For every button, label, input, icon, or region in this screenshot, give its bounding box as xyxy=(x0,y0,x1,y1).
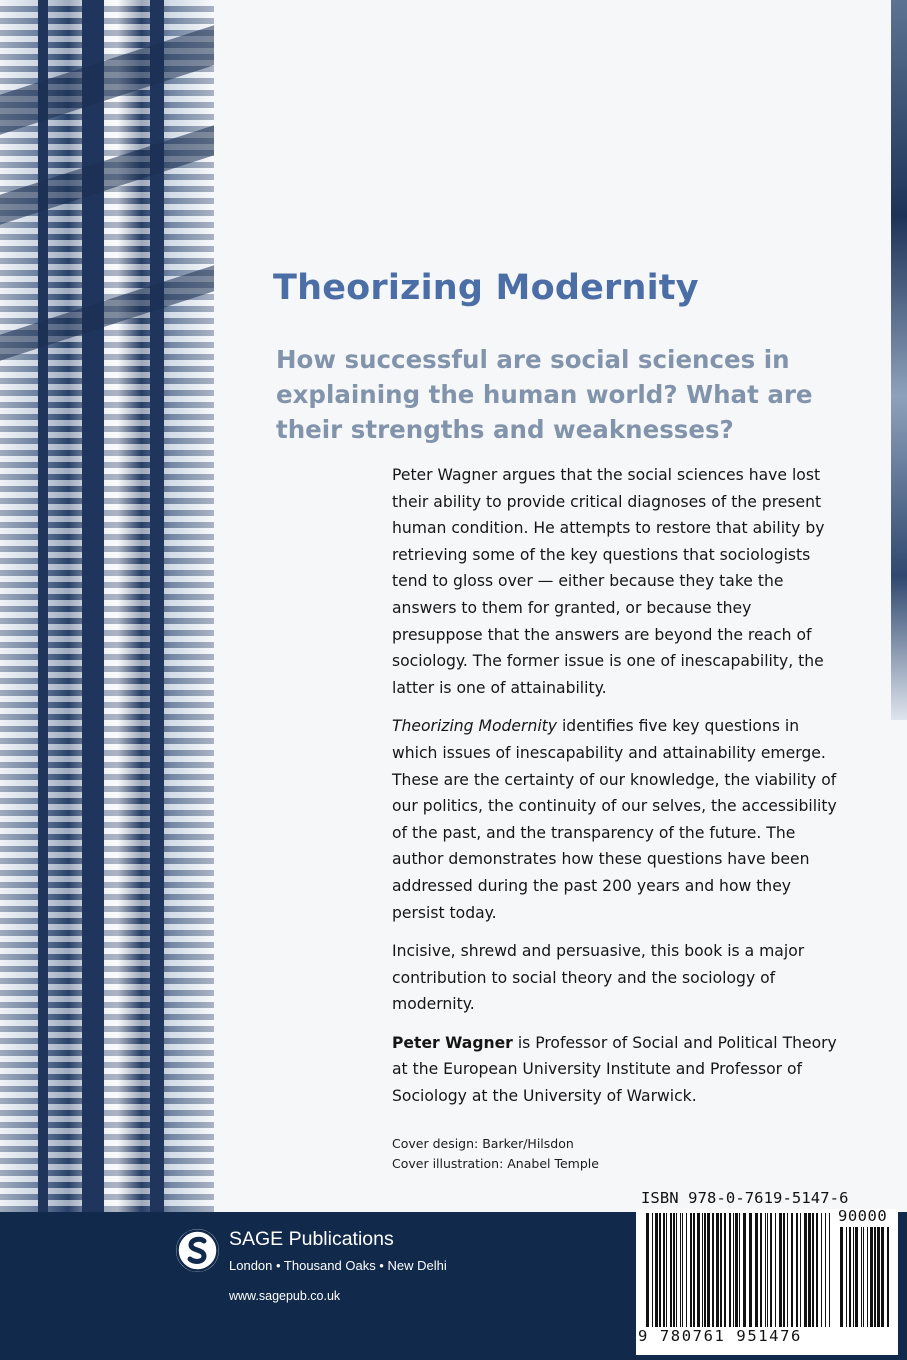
blurb-paragraph-2-text: identifies five key questions in which issues of inescapability and attainability emerge. These are the certainty of our knowledge, the viability of our politics, the continuity of our selves, the accessibility of the past, and the transparency of the future. The author demonstrates how these questions have been addressed during the past 200 years and how they persist today. xyxy=(392,717,837,922)
addon-barcode-bars xyxy=(840,1227,890,1327)
barcode-bar xyxy=(680,1213,681,1327)
barcode-bar xyxy=(690,1213,692,1327)
barcode-bar xyxy=(825,1213,826,1327)
cover-design-credit: Cover design: Barker/Hilsdon xyxy=(392,1136,574,1151)
barcode-bar xyxy=(646,1213,649,1327)
barcode-bar xyxy=(663,1213,665,1327)
ean-barcode-bars xyxy=(646,1213,834,1327)
barcode xyxy=(636,1209,898,1355)
book-title-italic: Theorizing Modernity xyxy=(392,717,557,736)
barcode-bar xyxy=(702,1213,703,1327)
barcode-bar xyxy=(724,1213,726,1327)
photo-beam xyxy=(0,125,214,225)
book-title: Theorizing Modernity xyxy=(273,268,699,308)
barcode-bar xyxy=(676,1213,677,1327)
barcode-bar xyxy=(887,1227,889,1327)
barcode-bar xyxy=(729,1213,731,1327)
barcode-bar xyxy=(712,1213,714,1327)
barcode-bar xyxy=(775,1213,776,1327)
publisher-name: SAGE Publications xyxy=(229,1228,394,1250)
book-tagline: How successful are social sciences in explaining the human world? What are their strengths and weaknesses? xyxy=(276,345,813,444)
barcode-bar xyxy=(779,1213,782,1327)
barcode-bar xyxy=(670,1213,672,1327)
barcode-bar xyxy=(804,1213,807,1327)
barcode-bar xyxy=(749,1213,752,1327)
author-bio xyxy=(392,1030,842,1110)
barcode-bar xyxy=(877,1227,880,1327)
barcode-bar xyxy=(870,1227,873,1327)
barcode-bar xyxy=(652,1213,653,1327)
author-bio-text: is Professor of Social and Political Theory at the European University Institute and Professor of Sociology at the University of Warwick. xyxy=(392,1033,837,1106)
barcode-bar xyxy=(659,1213,661,1327)
barcode-bar xyxy=(861,1227,862,1327)
barcode-bar xyxy=(846,1227,847,1327)
barcode-bar xyxy=(735,1213,738,1327)
blurb-paragraph-1: Peter Wagner argues that the social sciences have lost their ability to provide critical diagnoses of the present human condition. He attempts to restore that ability by retrieving some of the key questions that sociologists tend to gloss over — either because they take the answers to them for granted, or because they presuppose that the answers are beyond the reach of sociology. The former issue is one of inescapability, the latter is one of attainability. xyxy=(392,466,825,697)
barcode-bar xyxy=(787,1213,788,1327)
barcode-bar xyxy=(800,1213,801,1327)
isbn-label: ISBN 978-0-7619-5147-6 xyxy=(641,1189,849,1207)
barcode-bar xyxy=(720,1213,722,1327)
barcode-bar xyxy=(733,1213,734,1327)
ean-digits: 9 780761 951476 xyxy=(638,1327,802,1345)
barcode-bar xyxy=(829,1213,830,1327)
publisher-cities: London • Thousand Oaks • New Delhi xyxy=(229,1258,447,1273)
sage-s-logo-icon xyxy=(176,1229,219,1272)
barcode-bar xyxy=(693,1213,695,1327)
barcode-bar xyxy=(812,1213,814,1327)
barcode-bar xyxy=(840,1227,843,1327)
barcode-bar xyxy=(821,1213,822,1327)
barcode-bar xyxy=(767,1213,768,1327)
cover-credits xyxy=(392,1134,692,1174)
blurb xyxy=(392,462,842,1122)
barcode-bar xyxy=(707,1213,710,1327)
blurb-paragraph-2 xyxy=(392,713,842,926)
barcode-bar xyxy=(881,1227,884,1327)
barcode-bar xyxy=(666,1213,667,1327)
escalator-photo xyxy=(0,0,214,1212)
barcode-bar xyxy=(655,1213,658,1327)
barcode-bar xyxy=(682,1213,683,1327)
barcode-bar xyxy=(743,1213,746,1327)
photo-sliver xyxy=(891,0,907,720)
barcode-bar xyxy=(697,1213,700,1327)
barcode-bar xyxy=(716,1213,719,1327)
barcode-bar xyxy=(874,1227,876,1327)
barcode-bar xyxy=(849,1227,851,1327)
barcode-bar xyxy=(765,1213,766,1327)
barcode-bar xyxy=(783,1213,785,1327)
barcode-bar xyxy=(686,1213,687,1327)
barcode-bar xyxy=(673,1213,675,1327)
barcode-bar xyxy=(791,1213,793,1327)
cover-illustration-credit: Cover illustration: Anabel Temple xyxy=(392,1156,599,1171)
barcode-bar xyxy=(760,1213,762,1327)
photo-beam xyxy=(0,25,214,135)
price-code: 90000 xyxy=(838,1207,888,1225)
barcode-bar xyxy=(863,1227,864,1327)
barcode-bar xyxy=(755,1213,758,1327)
barcode-bar xyxy=(855,1227,858,1327)
author-name: Peter Wagner xyxy=(392,1033,513,1052)
barcode-bar xyxy=(796,1213,798,1327)
blurb-paragraph-3: Incisive, shrewd and persuasive, this book is a major contribution to social theory and the sociology of modernity. xyxy=(392,942,805,1014)
publisher-url[interactable]: www.sagepub.co.uk xyxy=(229,1289,341,1303)
barcode-bar xyxy=(770,1213,772,1327)
barcode-bar xyxy=(867,1227,868,1327)
barcode-bar xyxy=(816,1213,818,1327)
photo-beam xyxy=(0,265,214,361)
barcode-bar xyxy=(739,1213,740,1327)
barcode-bar xyxy=(808,1213,811,1327)
barcode-bar xyxy=(853,1227,854,1327)
photo-rail xyxy=(150,0,164,1212)
barcode-bar xyxy=(704,1213,706,1327)
